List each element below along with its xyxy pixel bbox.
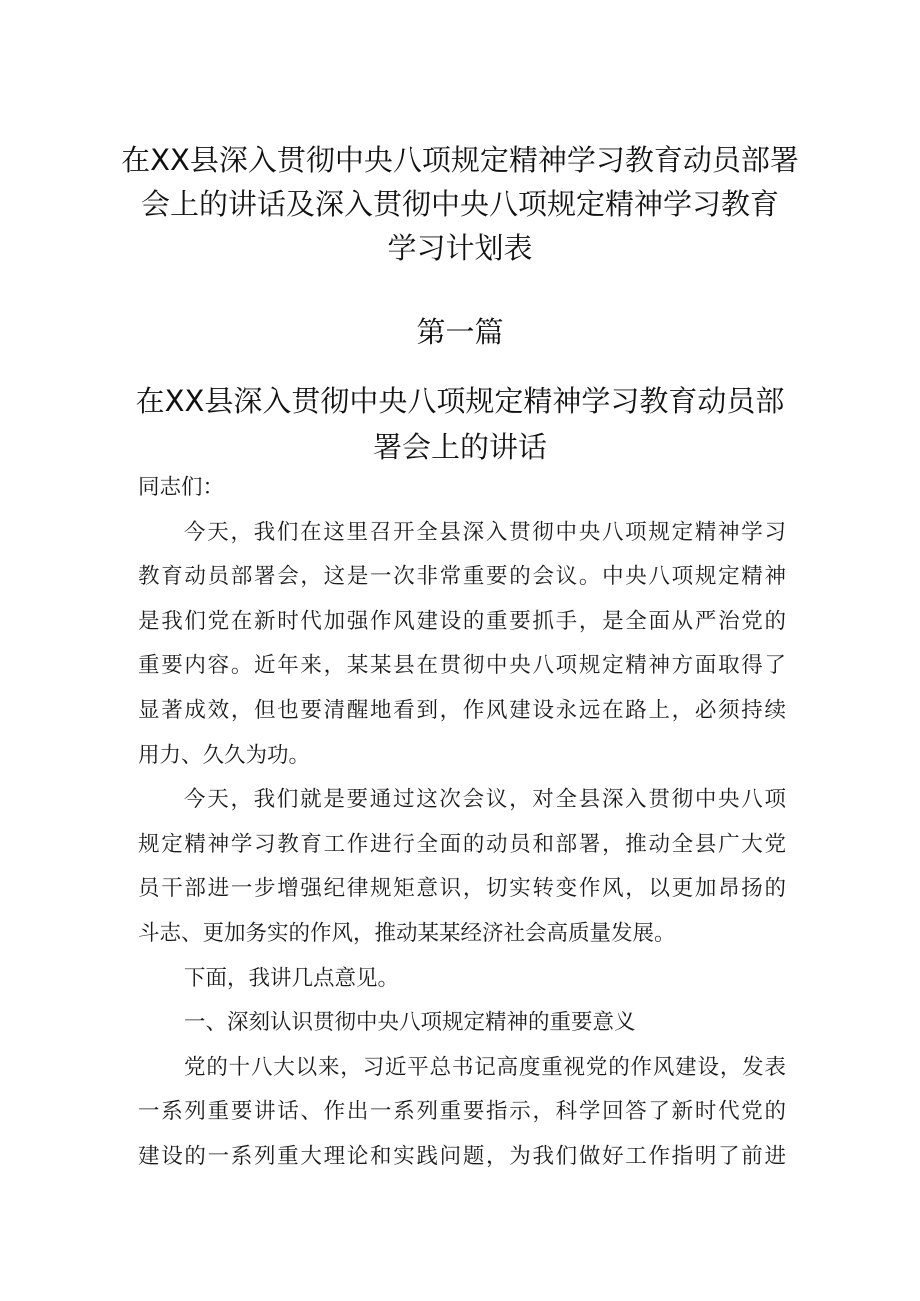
paragraph-1-line-3: 是我们党在新时代加强作风建设的重要抓手，是全面从严治党的 xyxy=(138,608,786,634)
paragraph-1-line-5: 显著成效，但也要清醒地看到，作风建设永远在路上，必须持续 xyxy=(138,697,786,723)
paragraph-4-line-2: 一系列重要讲话、作出一系列重要指示，科学回答了新时代党的 xyxy=(138,1099,786,1125)
paragraph-2-line-1: 今天，我们就是要通过这次会议，对全县深入贯彻中央八项 xyxy=(184,787,786,813)
main-title-line-1: 在XX县深入贯彻中央八项规定精神学习教育动员部署 xyxy=(121,143,799,177)
main-title-line-3: 学习计划表 xyxy=(387,231,533,265)
speech-body xyxy=(138,466,786,1180)
salutation: 同志们： xyxy=(138,475,225,500)
speech-title-line-2: 署会上的讲话 xyxy=(372,430,547,464)
main-title-line-2: 会上的讲话及深入贯彻中央八项规定精神学习教育 xyxy=(140,187,779,221)
paragraph-2-line-2: 规定精神学习教育工作进行全面的动员和部署，推动全县广大党 xyxy=(138,831,786,857)
paragraph-1-line-1: 今天，我们在这里召开全县深入贯彻中央八项规定精神学习 xyxy=(184,519,786,545)
paragraph-2-line-4: 斗志、更加务实的作风，推动某某经济社会高质量发展。 xyxy=(138,920,676,946)
section-heading-1: 一、深刻认识贯彻中央八项规定精神的重要意义 xyxy=(184,1010,636,1036)
paragraph-4-line-1: 党的十八大以来，习近平总书记高度重视党的作风建设，发表 xyxy=(184,1054,786,1080)
paragraph-3-line-1: 下面，我讲几点意见。 xyxy=(184,965,400,991)
paragraph-4-line-3: 建设的一系列重大理论和实践问题，为我们做好工作指明了前进 xyxy=(138,1143,786,1169)
speech-title-line-1: 在XX县深入贯彻中央八项规定精神学习教育动员部 xyxy=(135,384,785,418)
document-main-title xyxy=(120,138,800,270)
paragraph-2-line-3: 员干部进一步增强纪律规矩意识，切实转变作风，以更加昂扬的 xyxy=(138,876,786,902)
section-label: 第一篇 xyxy=(416,315,504,349)
speech-title xyxy=(120,378,800,470)
paragraph-1-line-4: 重要内容。近年来，某某县在贯彻中央八项规定精神方面取得了 xyxy=(138,653,786,679)
paragraph-1-line-6: 用力、久久为功。 xyxy=(138,742,311,768)
paragraph-1-line-2: 教育动员部署会，这是一次非常重要的会议。中央八项规定精神 xyxy=(138,564,786,590)
